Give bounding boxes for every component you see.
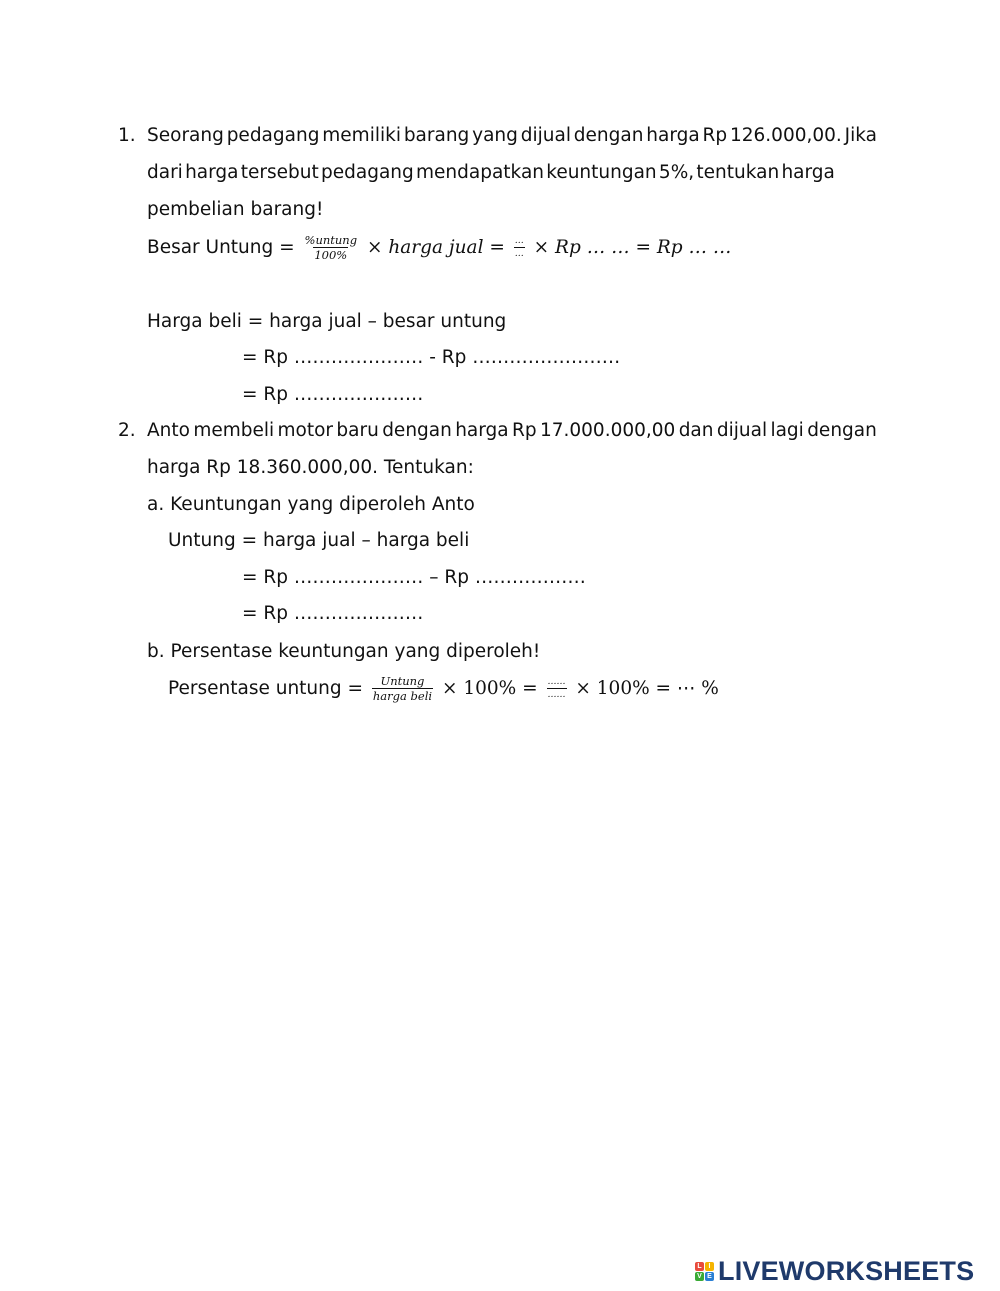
q1-line1-word: harga: [646, 125, 700, 146]
q2-line1-word: dengan: [807, 420, 877, 441]
q1-line2-word: pedagang: [321, 162, 414, 183]
q1-line2-word: tersebut: [240, 162, 319, 183]
liveworksheets-logo: [695, 1254, 974, 1288]
q1-line1-word: Jika: [844, 125, 877, 146]
q1-harga-beli-step1: = Rp ………………… - Rp ……………………: [242, 347, 621, 368]
q2-part-b-formula: [168, 672, 719, 706]
logo-grid-cell: V: [695, 1272, 704, 1281]
q2-number: 2.: [118, 420, 136, 441]
q2-fraction-blank: [547, 678, 567, 700]
q1-line2-word: keuntungan: [546, 162, 657, 183]
q1-line3: pembelian barang!: [147, 199, 324, 220]
q2-line1-word: dan: [678, 420, 714, 441]
q2-frac2-denominator: ……: [547, 690, 566, 700]
q1-line1-word: Seorang: [147, 125, 224, 146]
q1-line1-word: dijual: [520, 125, 571, 146]
q2-part-a-formula: Untung = harga jual – harga beli: [168, 530, 470, 551]
q1-number: 1.: [118, 125, 136, 146]
q1-line2-word: harga: [185, 162, 239, 183]
q1-line1-word: Rp: [702, 125, 728, 146]
q1-frac2-numerator: …: [514, 236, 524, 246]
q2-line2: harga Rp 18.360.000,00. Tentukan:: [147, 457, 474, 478]
q1-frac2-denominator: …: [514, 249, 524, 259]
q2-fraction-untung: [372, 673, 433, 703]
logo-icon: [695, 1262, 714, 1281]
q1-harga-beli-step2: = Rp …………………: [242, 384, 424, 405]
q2-line1-word: 17.000.000,00: [539, 420, 676, 441]
q2-frac1-denominator: harga beli: [372, 689, 433, 703]
q2-line1: [147, 418, 877, 444]
q2-frac1-numerator: Untung: [380, 673, 425, 688]
q1-line1: [147, 123, 877, 149]
q2-line1-word: lagi: [770, 420, 804, 441]
q2-b-end: × 100% = ⋯ %: [575, 678, 719, 699]
logo-text: LIVEWORKSHEETS: [718, 1255, 975, 1286]
q1-line1-word: 126.000,00.: [729, 125, 842, 146]
q1-line2-word: 5%,: [658, 162, 695, 183]
q1-line1-word: dengan: [573, 125, 644, 146]
q2-line1-word: dijual: [716, 420, 768, 441]
q2-part-a-step1: = Rp ………………… – Rp ………………: [242, 567, 586, 588]
q1-harga-beli: Harga beli = harga jual – besar untung: [147, 311, 507, 332]
q1-fraction-untung: [304, 232, 359, 262]
q2-line1-word: baru: [336, 420, 379, 441]
q1-line2: [147, 160, 835, 186]
q2-frac2-numerator: ……: [547, 677, 566, 687]
q2-line1-word: Anto: [147, 420, 190, 441]
q2-part-a-step2: = Rp …………………: [242, 603, 424, 624]
q1-formula-end: × Rp … … = Rp … …: [533, 237, 732, 258]
q2-line1-word: motor: [277, 420, 334, 441]
q2-b-mid: × 100% =: [441, 678, 538, 699]
q1-frac1-numerator: %untung: [304, 232, 358, 247]
q1-line2-word: harga: [781, 162, 835, 183]
q1-formula: [147, 231, 731, 265]
q1-line1-word: barang: [403, 125, 470, 146]
q2-part-b-label: b. Persentase keuntungan yang diperoleh!: [147, 641, 541, 662]
logo-grid-cell: I: [705, 1262, 714, 1271]
logo-grid-cell: E: [705, 1272, 714, 1281]
q2-line1-word: Rp: [512, 420, 537, 441]
q1-frac1-denominator: 100%: [314, 248, 348, 262]
q1-formula-label: Besar Untung =: [147, 237, 295, 258]
q2-line1-word: dengan: [382, 420, 452, 441]
q1-line2-word: dari: [147, 162, 183, 183]
q1-line2-word: tentukan: [696, 162, 780, 183]
q1-line2-word: mendapatkan: [416, 162, 545, 183]
q1-line1-word: memiliki: [322, 125, 401, 146]
q2-part-a-label: a. Keuntungan yang diperoleh Anto: [147, 494, 475, 515]
q2-line1-word: membeli: [193, 420, 275, 441]
q1-line1-word: pedagang: [226, 125, 320, 146]
logo-grid-cell: L: [695, 1262, 704, 1271]
q2-b-formula-label: Persentase untung =: [168, 678, 363, 699]
q1-formula-mid: × harga jual =: [366, 237, 505, 258]
q1-line1-word: yang: [472, 125, 518, 146]
q1-fraction-blank: [514, 237, 525, 259]
q2-line1-word: harga: [455, 420, 509, 441]
